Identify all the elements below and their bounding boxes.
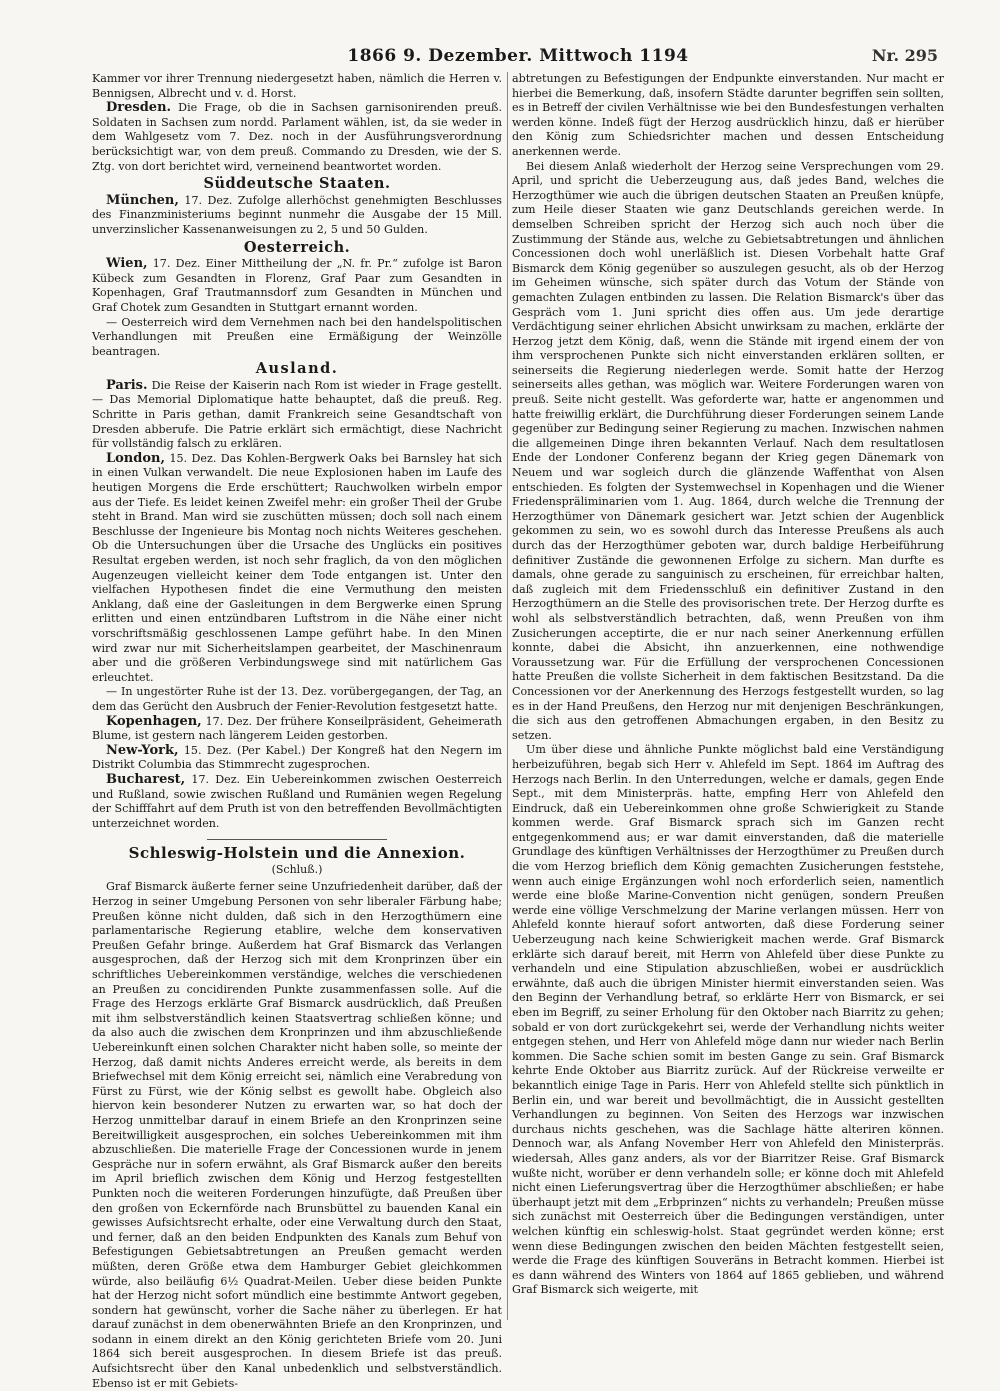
right-column — [512, 72, 944, 1298]
article-muenchen-text: 17. Dez. Zufolge allerhöchst genehmigten Beschlusses des Finanzministeriums beginnt nunmehr die Ausgabe der 15 Mill. unverzinslicher Kassenanweisungen zu 2, 5 und 50 Gulden. — [92, 193, 502, 236]
article-new-york — [92, 744, 502, 773]
dateline-bukarest: Bucharest, — [106, 771, 186, 787]
column-divider — [507, 72, 508, 1320]
dateline-kopenhagen: Kopenhagen, — [106, 713, 202, 729]
article-london-text: 15. Dez. Das Kohlen-Bergwerk Oaks bei Barnsley hat sich in einen Vulkan verwandelt. Die neue Explosionen haben im Laufe des heutigen Morgens die Erde erschüttert; Rauchwolken wirbeln empor aus der Tiefe. Es leidet keinen Zweifel mehr: ein großer Theil der Grube steht in Brand. Man wird sie zuschütten müssen; doch soll nach einem Beschlusse der Ingenieure bis Montag noch nichts Weiteres geschehen. Ob die Untersuchungen über die Ursache des Unglücks ein positives Resultat ergeben werden, ist noch sehr fraglich, da von den möglichen Augenzeugen vielleicht keiner dem Tode entgangen ist. Unter den vielfachen Hypothesen findet die eine Vermuthung den meisten Anklang, daß eine der Gasleitungen in dem Bergwerke einen Sprung erlitten und einen entzündbaren Luftstrom in die Nähe einer nicht vorschriftsmäßig geschlossenen Lampe geführt habe. In den Minen wird zwar nur mit Sicherheitslampen gearbeitet, der Maschinenraum aber und die größeren Verbindungswege sind mit natürlichem Gas erleuchtet. — [92, 451, 503, 684]
article-paris — [92, 379, 502, 452]
article-continuation: Kammer vor ihrer Trennung niedergesetzt haben, nämlich die Herren v. Bennigsen, Albrecht und v. d. Horst. — [92, 72, 502, 100]
dateline-muenchen: München, — [106, 192, 179, 208]
section-separator-rule — [207, 839, 387, 840]
article-schleswig-holstein-continued: abtretungen zu Befestigungen der Endpunkte einverstanden. Nur macht er hierbei die Bemerkung, daß, insofern Städte darunter begriffen sein sollten, es in Betreff der civilen Verhältnisse wie bei den Bundesfestungen verhalten werden könne. Indeß fügt der Herzog ausdrücklich hinzu, daß er hierüber den König zum Schiedsrichter machen und dessen Entscheidung anerkennen werde. — [512, 72, 944, 158]
article-wien — [92, 257, 502, 315]
issue-number: Nr. 295 — [871, 46, 938, 65]
section-heading-ausland: Ausland. — [255, 360, 339, 378]
article-wien-text: 17. Dez. Einer Mittheilung der „N. fr. Pr.“ zufolge ist Baron Kübeck zum Gesandten in Florenz, Graf Paar zum Gesandten in Kopenhagen, Graf Trautmannsdorf zum Gesandten in München und Graf Chotek zum Gesandten in Stuttgart ernannt worden. — [92, 257, 503, 314]
dateline-london: London, — [106, 450, 166, 466]
article-kopenhagen-text: 17. Dez. Der frühere Konseilpräsident, Geheimerath Blume, ist gestern nach längerem Leiden gestorben. — [92, 714, 503, 743]
header-date-and-page-number: 1866 9. Dezember. Mittwoch 1194 — [347, 46, 689, 66]
article-muenchen — [92, 194, 502, 238]
article-kopenhagen — [92, 715, 502, 744]
article-wien-note: — Oesterreich wird dem Vernehmen nach bei den handelspolitischen Verhandlungen mit Preußen eine Ermäßigung der Weinzölle beantragen. — [92, 315, 502, 358]
article-schleswig-holstein: Graf Bismarck äußerte ferner seine Unzufriedenheit darüber, daß der Herzog in seiner Umgebung Personen von sehr liberaler Färbung habe; Preußen könne nicht dulden, daß sich in den Herzogthümern eine parlamentarische Regierung etablire, welche dem konservativen Preußen Gefahr bringe. Außerdem hat Graf Bismarck das Verlangen ausgesprochen, daß der Herzog sich mit dem Kronprinzen über ein schriftliches Uebereinkommen verständige, welches die verschiedenen an Preußen zu concidirenden Punkte zusammenfassen solle. Auf die Frage des Herzogs erklärte Graf Bismarck ausdrücklich, daß Preußen mit ihm selbstverständlich keinen Staatsvertrag schließen könne; und da also auch die zwischen dem Kronprinzen und ihm abzuschließende Uebereinkunft einen solchen Charakter nicht haben solle, so meinte der Herzog, daß damit nichts Anderes erreicht werde, als bereits in dem Briefwechsel mit dem König erreicht sei, nämlich eine Verabredung von Fürst zu Fürst, wie der König selbst es gewollt habe. Obgleich also hiervon kein besonderer Nutzen zu erwarten war, so hat doch der Herzog unmittelbar darauf in einem Briefe an den Kronprinzen seine Bereitwilligkeit ausgesprochen, ein solches Uebereinkommen mit ihm abzuschließen. Die materielle Frage der Concessionen wurde in jenem Gespräche nur in sofern erwähnt, als Graf Bismarck außer den bereits im April brieflich zwischen dem König und Herzog festgestellten Punkten noch die weiteren Forderungen hinzufügte, daß Preußen über den großen von Eckernförde nach Brunsbüttel zu bauenden Kanal ein gewisses Aufsichtsrecht erhalte, oder eine Verwaltung durch den Staat, und ferner, daß an den beiden Endpunkten des Kanals zum Behuf von Befestigungen Gebietsabtretungen an Preußen gemacht werden müßten, deren Größe etwa dem Hamburger Gebiet gleichkommen würde, also beiläufig 6½ Quadrat-Meilen. Ueber diese beiden Punkte hat der Herzog nicht sofort mündlich eine bestimmte Antwort gegeben, sondern hat gewünscht, vorher die Sache näher zu überlegen. Er hat darauf zunächst in dem obenerwähnten Briefe an den Kronprinzen, und sodann in einem direkt an den König gerichteten Briefe vom 20. Juni 1864 sich bereit ausgesprochen. In diesem Briefe ist das preuß. Aufsichtsrecht über den Kanal unbedenklich und selbstverständlich. Ebenso ist er mit Gebiets- — [92, 880, 502, 1390]
article-london — [92, 452, 502, 686]
article-paris-text: Die Reise der Kaiserin nach Rom ist wieder in Frage gestellt. — Das Memorial Diplomatique hatte behauptet, daß die preuß. Reg. Schritte in Paris gethan, damit Frankreich seine Gesandtschaft von Dresden abberufe. Die Patrie erklärt sich ermächtigt, diese Nachricht für vollständig falsch zu erklären. — [92, 378, 503, 451]
dateline-dresden: Dresden. — [106, 100, 172, 116]
article-new-york-text: 15. Dez. (Per Kabel.) Der Kongreß hat den Negern im Distrikt Columbia das Stimmrecht zugesprochen. — [92, 743, 502, 772]
section-heading-oesterreich: Oesterreich. — [243, 238, 351, 256]
article-paragraph-ahlefeld: Um über diese und ähnliche Punkte möglichst bald eine Verständigung herbeizuführen, begab sich Herr v. Ahlefeld im Sept. 1864 im Auftrag des Herzogs nach Berlin. In den Unterredungen, welche er damals, gegen Ende Sept., mit dem Ministerpräs. hatte, empfing Herr von Ahlefeld den Eindruck, daß ein Uebereinkommen ohne große Schwierigkeit zu Stande kommen werde. Graf Bismarck sprach sich im Ganzen recht entgegenkommend aus; er war damit einverstanden, daß die materielle Grundlage des künftigen Verhältnisses der Herzogthümer zu Preußen durch die vom Herzog brieflich dem König gemachten Zusicherungen feststehe, wenn auch einige Ergänzungen wohl noch erforderlich seien, namentlich werde eine bloße Marine-Convention nicht genügen, sondern Preußen werde eine völlige Verschmelzung der Marine verlangen müssen. Herr von Ahlefeld konnte hierauf sofort antworten, daß diese Forderung seiner Ueberzeugung nach keine Schwierigkeit machen werde. Graf Bismarck erklärte sich darauf bereit, mit Herrn von Ahlefeld über diese Punkte zu verhandeln und eine Stipulation abzuschließen, wobei er ausdrücklich erwähnte, daß auch die übrigen Minister hiermit einverstanden seien. Was den Beginn der Verhandlung betraf, so erklärte Herr von Bismarck, er sei eben im Begriff, zu seiner Erholung für den Oktober nach Biarritz zu gehen; sobald er von dort zurückgekehrt sei, werde der Verhandlung nichts weiter entgegen stehen, und Herr von Ahlefeld möge dann nur wieder nach Berlin kommen. Die Sache schien somit im besten Gange zu sein. Graf Bismarck kehrte Ende Oktober aus Biarritz zurück. Auf der Rückreise verweilte er bekanntlich einige Tage in Paris. Herr von Ahlefeld stellte sich pünktlich in Berlin ein, und war bereit und bevollmächtigt, die in Aussicht gestellten Verhandlungen zu beginnen. Von Seiten des Herzogs war inzwischen durchaus nichts geschehen, was die Sachlage hätte alteriren können. Dennoch war, als Anfang November Herr von Ahlefeld den Ministerpräs. wiedersah, Alles ganz anders, als vor der Biarritzer Reise. Graf Bismarck wußte nicht, worüber er denn verhandeln solle; er könne doch mit Ahlefeld nicht einen Lieferungsvertrag über die Herzogthümer abschließen; er habe überhaupt jetzt mit dem „Erbprinzen“ nichts zu verhandeln; Preußen müsse sich zunächst mit Oesterreich über die Bedingungen verständigen, unter welchen künftig ein schleswig-holst. Staat gegründet werden könne; erst wenn diese Bedingungen zwischen den beiden Mächten festgestellt seien, werde die Frage des künftigen Souveräns in Betracht kommen. Hierbei ist es dann während des Winters von 1864 auf 1865 geblieben, und während Graf Bismarck sich weigerte, mit — [512, 743, 944, 1297]
article-dresden-text: Die Frage, ob die in Sachsen garnisonirenden preuß. Soldaten in Sachsen zum nordd. Parlament wählen, ist, da sie weder in dem Wahlgesetz vom 7. Dez. noch in der Ausführungsverordnung berücksichtigt war, von dem preuß. Commando zu Dresden, wie der S. Ztg. von dort berichtet wird, verneinend beantwortet worden. — [92, 101, 502, 173]
article-london-note: — In ungestörter Ruhe ist der 13. Dez. vorübergegangen, der Tag, an dem das Gerücht den Ausbruch der Fenier-Revolution festgesetzt hatte. — [92, 685, 502, 713]
left-column — [92, 72, 502, 1391]
article-bukarest — [92, 773, 502, 831]
article-paragraph-versprechungen: Bei diesem Anlaß wiederholt der Herzog seine Versprechungen vom 29. April, und spricht die Ueberzeugung aus, daß jedes Band, welches die Herzogthümer wie auch die übrigen deutschen Staaten an Preußen knüpfe, zum Heile dieser Staaten wie ganz Deutschlands gereichen werde. In demselben Schreiben spricht der Herzog sich auch noch über die Zustimmung der Stände aus, welche zu Gebietsabtretungen und ähnlichen Concessionen doch wohl unerläßlich ist. Diesen Vorbehalt hatte Graf Bismarck dem König gegenüber so auszulegen gesucht, als ob der Herzog im Geheimen wünsche, sich später durch das Votum der Stände von gemachten Zulagen entbinden zu lassen. Die Relation Bismarck's über das Gespräch vom 1. Juni spricht dies offen aus. Um jede derartige Verdächtigung seiner ehrlichen Absicht unwirksam zu machen, erklärte der Herzog jetzt dem König, daß, wenn die Stände mit irgend einem der von ihm versprochenen Punkte sich nicht einverstanden erklären sollten, er seinerseits die Regierung niederlegen werde. Somit hatte der Herzog seinerseits alles gethan, was möglich war. Weitere Forderungen waren von preuß. Seite nicht gestellt. Was geforderte war, hatte er angenommen und hatte freiwillig erklärt, die Durchführung dieser Forderungen seinem Lande gegenüber zur Bedingung seiner Regierung zu machen. Inzwischen nahmen die allgemeinen Dinge ihren bekannten Verlauf. Nach dem resultatlosen Ende der Londoner Conferenz begann der Krieg gegen Dänemark von Neuem und war sogleich durch die glänzende Waffenthat von Alsen entschieden. Es folgten der Systemwechsel in Kopenhagen und die Wiener Friedenspräliminarien vom 1. Aug. 1864, durch welche die Trennung der Herzogthümer von Dänemark gesichert war. Jetzt schien der Augenblick gekommen zu sein, wo es sowohl durch das Interesse Preußens als auch durch das der Herzogthümer geboten war, durch baldige Herbeiführung definitiver Zustände die gewonnenen Erfolge zu sichern. Man durfte es damals, ohne gerade zu sanguinisch zu erscheinen, für erreichbar halten, daß zugleich mit dem Friedensschluß ein definitiver Zustand in den Herzogthümern an die Stelle des provisorischen trete. Der Herzog durfte es wohl als selbstverständlich betrachten, daß, wenn Preußen von ihm Zusicherungen acceptirte, die er nur nach seiner Anerkennung erfüllen konnte, dabei die Absicht, ihn anzuerkennen, eine nothwendige Voraussetzung war. Für die Erfüllung der versprochenen Concessionen hatte Preußen die vollste Sicherheit in dem faktischen Besitzstand. Da die Concessionen vor der Anerkennung des Herzogs festgestellt wurden, so lag es in der Hand Preußens, den Herzog nur mit denjenigen Beschränkungen, die sich aus den getroffenen Abmachungen ergaben, in den Besitz zu setzen. — [512, 159, 944, 742]
article-dresden — [92, 101, 502, 174]
dateline-new-york: New-York, — [106, 742, 179, 758]
section-heading-schleswig-holstein: Schleswig-Holstein und die Annexion. — [128, 844, 466, 863]
page-header — [88, 44, 948, 70]
dateline-paris: Paris. — [106, 377, 148, 393]
article-bukarest-text: 17. Dez. Ein Uebereinkommen zwischen Oesterreich und Rußland, sowie zwischen Rußland und Rumänien wegen Regelung der Schifffahrt auf dem Pruth ist von den betreffenden Bevollmächtigten unterzeichnet worden. — [92, 772, 503, 830]
dateline-wien: Wien, — [106, 256, 148, 272]
section-heading-sueddeutsche-staaten: Süddeutsche Staaten. — [203, 175, 391, 193]
continuation-note: (Schluß.) — [271, 862, 323, 876]
